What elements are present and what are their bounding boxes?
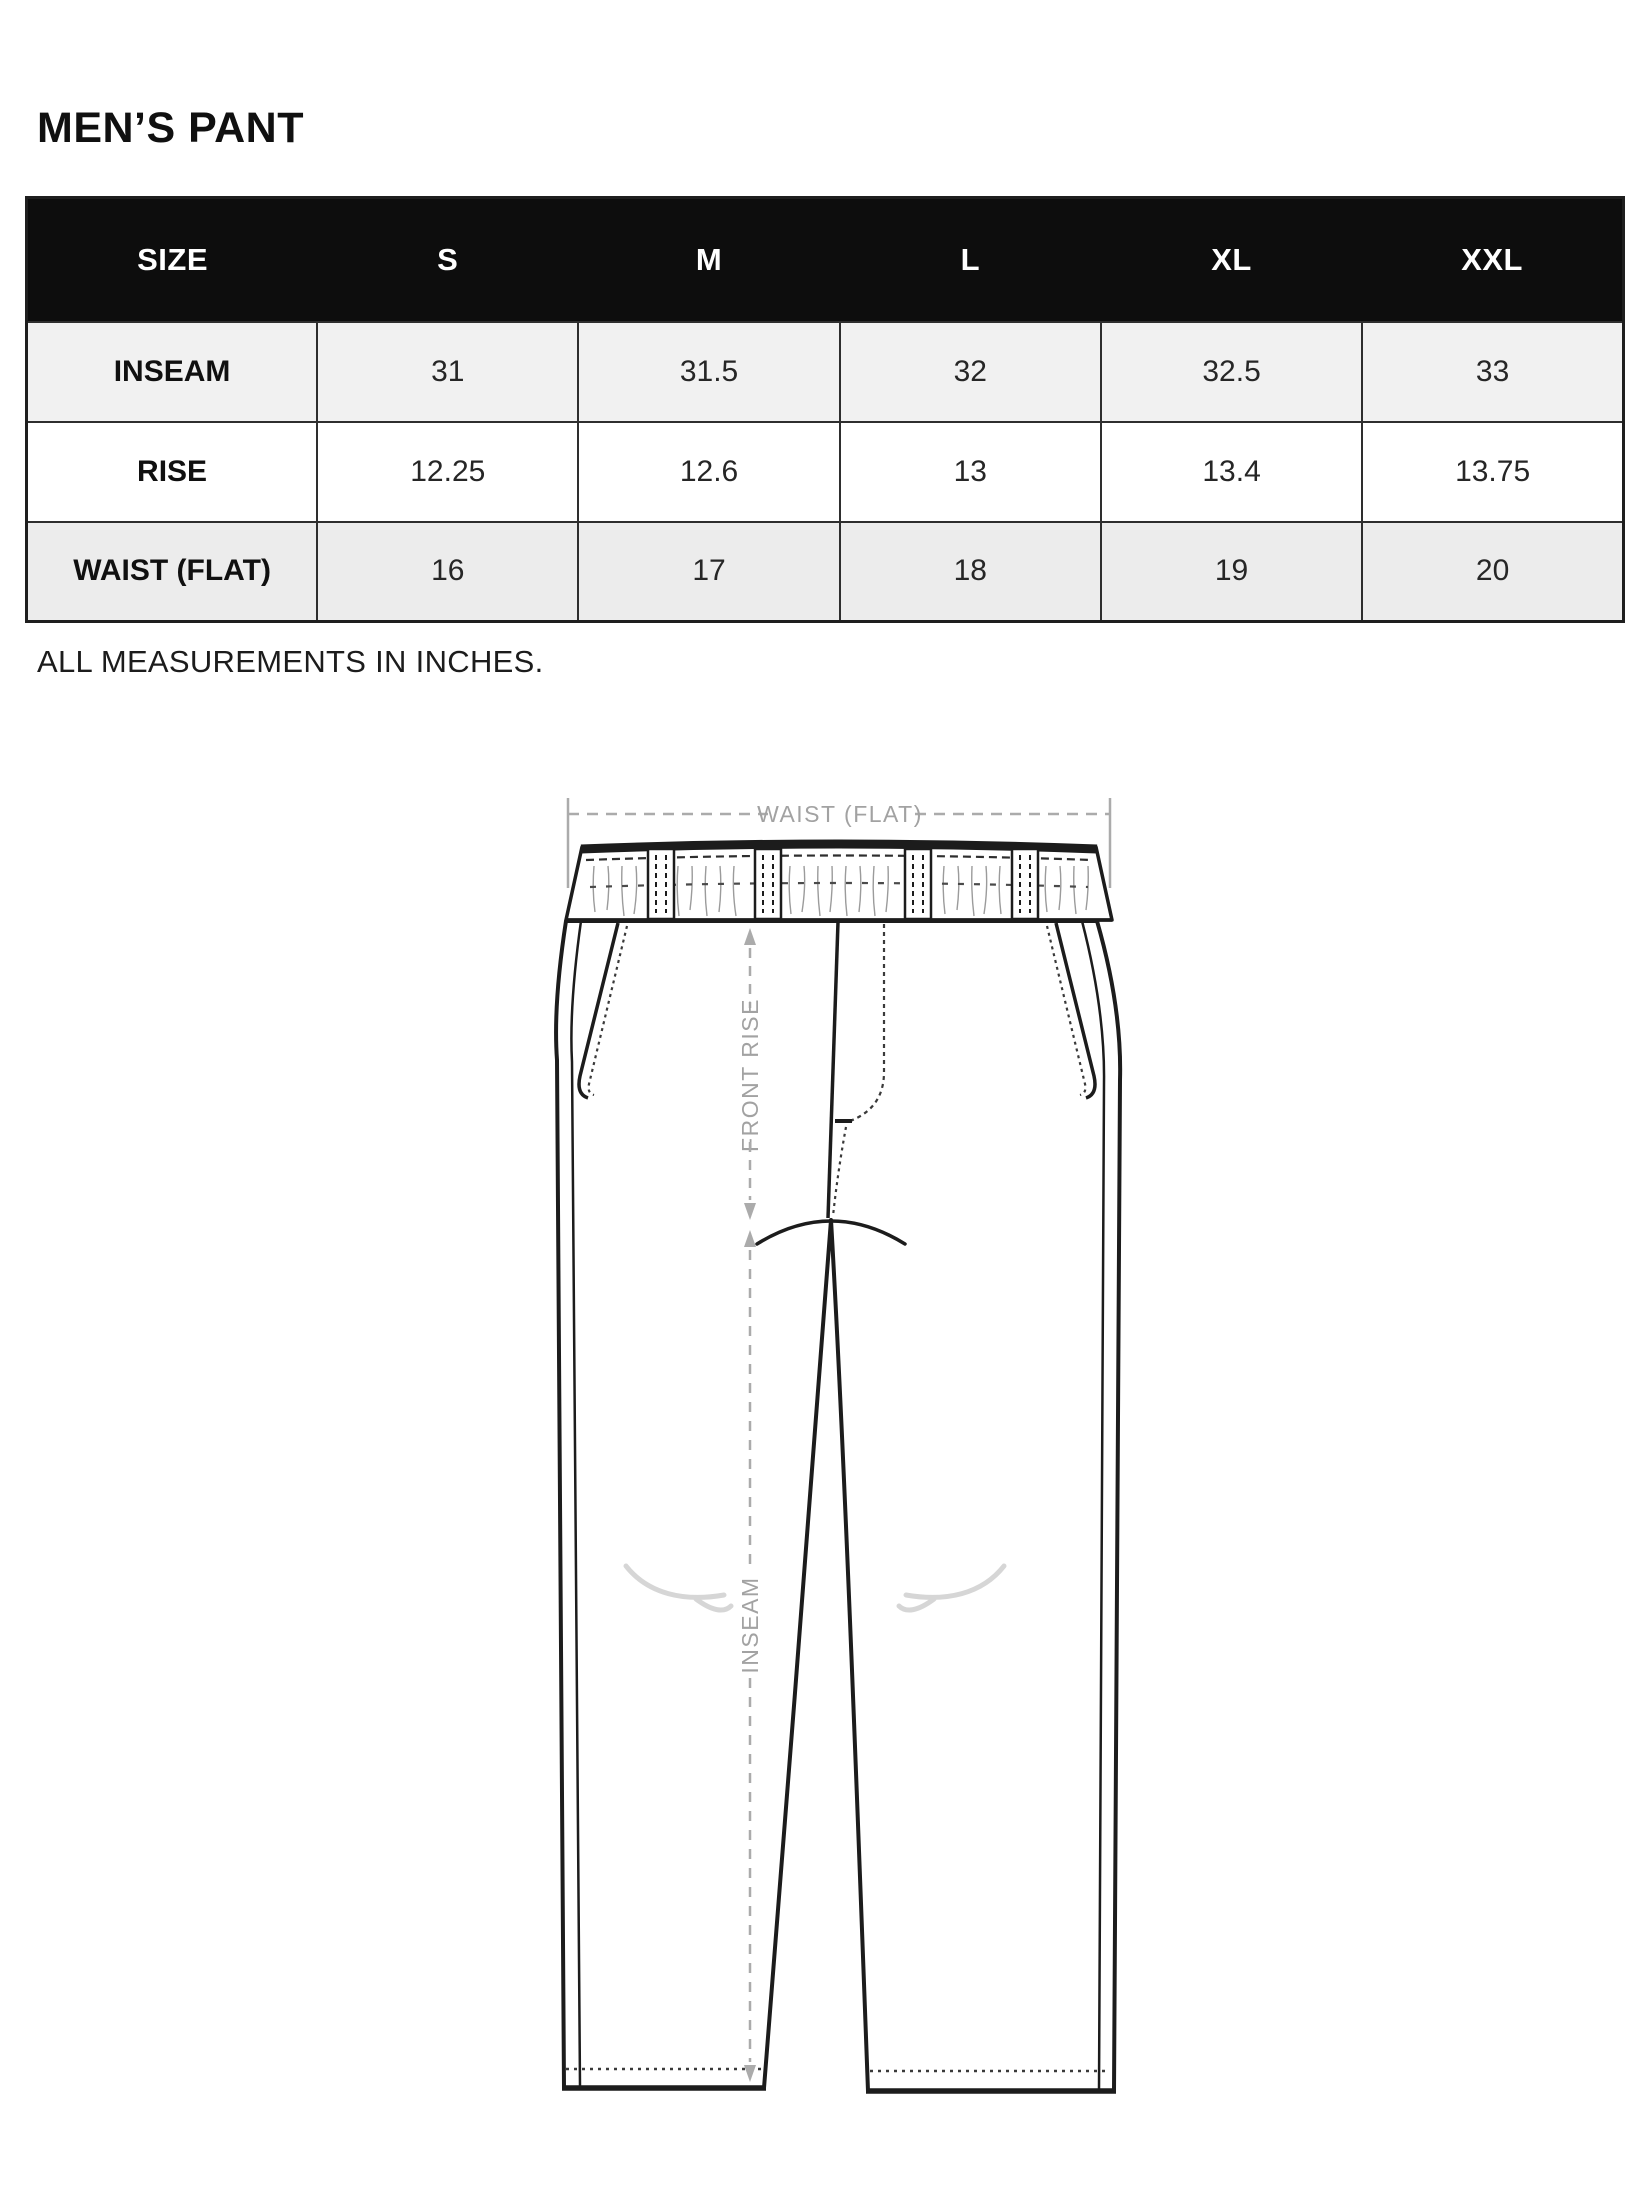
cell-inseam-s: 31: [317, 322, 578, 422]
cell-inseam-xxl: 33: [1362, 322, 1623, 422]
column-header-xl: XL: [1101, 198, 1362, 322]
belt-loop: [755, 849, 781, 919]
belt-loop: [905, 849, 931, 919]
pant-body: [556, 921, 1120, 2091]
column-header-size: SIZE: [27, 198, 318, 322]
column-header-l: L: [840, 198, 1101, 322]
cell-rise-l: 13: [840, 422, 1101, 522]
waistband: [566, 842, 1112, 920]
cell-rise-xxl: 13.75: [1362, 422, 1623, 522]
cell-waist-l: 18: [840, 522, 1101, 622]
row-label-inseam: INSEAM: [27, 322, 318, 422]
cell-inseam-m: 31.5: [578, 322, 839, 422]
cell-inseam-xl: 32.5: [1101, 322, 1362, 422]
cell-waist-xl: 19: [1101, 522, 1362, 622]
cell-rise-s: 12.25: [317, 422, 578, 522]
front-rise-dimension-label: FRONT RISE: [737, 998, 763, 1152]
column-header-s: S: [317, 198, 578, 322]
row-label-waist: WAIST (FLAT): [27, 522, 318, 622]
column-header-xxl: XXL: [1362, 198, 1623, 322]
inseam-dimension-label: INSEAM: [737, 1576, 763, 1674]
pant-silhouette: [556, 921, 1120, 2091]
belt-loop: [648, 849, 674, 919]
measurements-note: ALL MEASUREMENTS IN INCHES.: [37, 644, 544, 679]
belt-loop: [1012, 849, 1038, 919]
cell-inseam-l: 32: [840, 322, 1101, 422]
row-label-rise: RISE: [27, 422, 318, 522]
cell-waist-m: 17: [578, 522, 839, 622]
cell-waist-xxl: 20: [1362, 522, 1623, 622]
page-title: MEN’S PANT: [37, 104, 304, 152]
cell-waist-s: 16: [317, 522, 578, 622]
cell-rise-xl: 13.4: [1101, 422, 1362, 522]
column-header-m: M: [578, 198, 839, 322]
waist-dimension-label: WAIST (FLAT): [757, 801, 923, 827]
cell-rise-m: 12.6: [578, 422, 839, 522]
